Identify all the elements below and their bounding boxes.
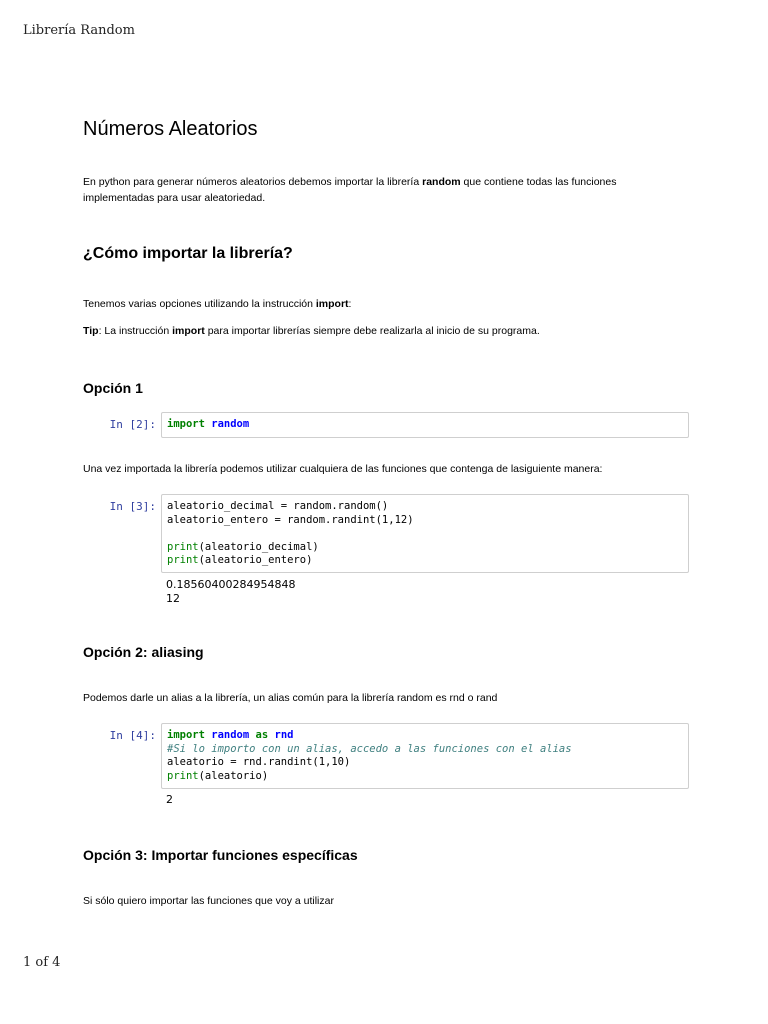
random-keyword: random <box>422 176 461 188</box>
page-number: 1 of 4 <box>23 955 61 970</box>
print-builtin: print <box>167 769 199 782</box>
page-header: Librería Random <box>23 23 135 38</box>
after-import-paragraph: Una vez importada la librería podemos utilizar cualquiera de las funciones que contenga de lasiguiente manera: <box>83 463 603 475</box>
code-cell-2[interactable] <box>161 412 689 438</box>
page-title: Números Aleatorios <box>83 118 258 140</box>
code-cell-3[interactable]: aleatorio_decimal = random.random() aleatorio_entero = random.randint(1,12) print(aleatorio_decimal) print(aleatorio_entero) <box>161 494 689 573</box>
print-builtin: print <box>167 540 199 553</box>
cell-prompt-2: In [2]: <box>109 418 156 431</box>
code-cell-4[interactable]: import random as rnd #Si lo importo con un alias, accedo a las funciones con el alias aleatorio = rnd.randint(1,10) print(aleatorio) <box>161 723 689 789</box>
cell-prompt-4: In [4]: <box>109 729 156 742</box>
print-builtin: print <box>167 554 199 567</box>
option2-heading: Opción 2: aliasing <box>83 644 204 660</box>
option1-heading: Opción 1 <box>83 380 143 396</box>
module-name: random <box>211 418 250 430</box>
option3-paragraph: Si sólo quiero importar las funciones que voy a utilizar <box>83 895 334 907</box>
option3-heading: Opción 3: Importar funciones específicas <box>83 847 358 863</box>
cell-prompt-3: In [3]: <box>109 500 156 513</box>
code-line: aleatorio_decimal = random.random() <box>167 500 389 512</box>
tip-label: Tip <box>83 325 99 337</box>
intro-paragraph: En python para generar números aleatorios debemos importar la librería random que contiene todas las funciones implementadas para usar aleatoriedad. <box>83 176 617 204</box>
code-comment: #Si lo importo con un alias, accedo a las funciones con el alias <box>167 742 572 755</box>
code-line: aleatorio = rnd.randint(1,10) <box>167 756 351 769</box>
import-keyword: import <box>167 418 205 430</box>
cell-output-4: 2 <box>166 793 173 806</box>
options-paragraph: Tenemos varias opciones utilizando la instrucción import: <box>83 298 352 310</box>
alias-paragraph: Podemos darle un alias a la librería, un alias común para la librería random es rnd o rand <box>83 692 498 704</box>
tip-paragraph: Tip: La instrucción import para importar librerías siempre debe realizarla al inicio de su programa. <box>83 325 540 337</box>
section-heading-how-to-import: ¿Cómo importar la librería? <box>83 245 293 262</box>
code-line: aleatorio_entero = random.randint(1,12) <box>167 513 414 526</box>
cell-output-3: 0.18560400284954848 12 <box>166 578 296 605</box>
